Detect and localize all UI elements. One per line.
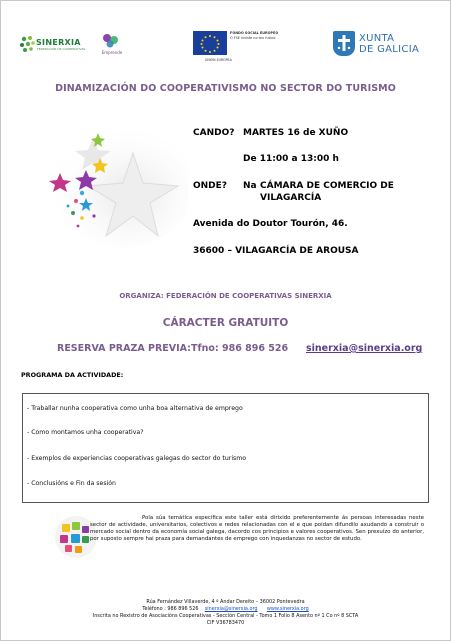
event-city: 36600 – VILAGARCÍA DE AROUSA [193, 246, 359, 256]
program-item: - Conclusións e Fin da sesión [27, 480, 116, 487]
place-prefix: Na [243, 181, 257, 191]
xunta-logo [333, 31, 423, 57]
eu-flag-logo [193, 31, 227, 55]
intro-text: Pola súa temática específica este taller está dirixido preferentemente ás persoas interesadas neste sector de actividade, universitarios, colectivos e redes relacionadas con el e que poidan difundilo axudando a construír o mercado social dentro da economía social galega, dacordo cos principios e valores cooperativos. Sen prexuízo do anterior, por suposto sempre hai praza para demandantes de emprego con inquedanzas no sector de estudo. [90, 515, 424, 543]
program-item: - Traballar nunha cooperativa como unha boa alternativa de emprego [27, 405, 243, 412]
sinerxia-logo-text: SINERXIA [36, 38, 81, 47]
program-item: - Exemplos de experiencias cooperativas galegas do sector do turismo [27, 455, 247, 462]
footer-address: Rúa Fernández Villaverde, 4 º Andar Dereito – 36002 Pontevedra [146, 599, 305, 605]
footer-contact [0, 606, 451, 612]
program-box [22, 393, 429, 503]
reservation-email-link[interactable]: sinerxia@sinerxia.org [306, 343, 423, 354]
sinerxia-logo [18, 33, 86, 55]
reservation-phone: Tfno: 986 896 526 [191, 343, 289, 354]
footer-registry: Inscrita no Rexistro de Asociacións Cooperativas - Sección Central - Tomo 1 Folio 8 Asento nº 1 Co nº 8 SCTA [92, 613, 359, 619]
eu-caption-line1: FONDO SOCIAL EUROPEO [230, 31, 279, 35]
xunta-line1: XUNTA [359, 33, 395, 44]
eu-caption-line2: O FSE inviste no teu futuro [230, 35, 276, 40]
place-line2: VILAGARCÍA [260, 193, 322, 203]
emprende-logo-caption: Emprende [101, 50, 123, 55]
xunta-cross-icon [333, 31, 355, 56]
eu-stars-icon [193, 31, 227, 55]
xunta-logo-text [359, 33, 419, 55]
eu-caption-below: UNIÓN EUROPEA [205, 58, 232, 62]
program-heading: PROGRAMA DA ACTIVIDADE: [21, 371, 124, 379]
place-line1: CÁMARA DE COMERCIO DE [260, 181, 394, 191]
event-time: De 11:00 a 13:00 h [243, 154, 339, 164]
stars-illustration-icon [38, 118, 188, 248]
decorative-stars-image [38, 118, 188, 248]
event-date: MARTES 16 de XUÑO [243, 128, 349, 138]
eu-caption [230, 31, 290, 40]
organizer-line: ORGANIZA: FEDERACIÓN DE COOPERATIVAS SINERXIA [119, 292, 332, 300]
footer-email-link[interactable]: sinerxia@sinerxia.org [204, 606, 258, 612]
page-title: DINAMIZACIÓN DO COOPERATIVISMO NO SECTOR DO TURISMO [55, 83, 396, 94]
xunta-line2: DE GALICIA [359, 44, 420, 55]
intro-paragraph [90, 515, 424, 543]
free-admission-label: CÁRACTER GRATUITO [162, 317, 289, 329]
reservation-label: RESERVA PRAZA PREVIA: [57, 343, 191, 354]
footer-phone: Teléfono : 986 896 526 [142, 606, 199, 612]
where-label: ONDE? [193, 181, 228, 191]
sinerxia-logo-subtitle: FEDERACIÓN DE COOPERATIVAS [37, 47, 86, 51]
sinerxia-mark-icon [18, 33, 38, 55]
emprende-mark-icon [100, 32, 122, 50]
when-label: CANDO? [193, 128, 235, 138]
footer-web-link[interactable]: www.sinerxia.org [266, 606, 309, 612]
footer-cif: CIF V36783470 [206, 620, 245, 626]
xunta-shield-icon [333, 31, 355, 56]
program-item: - Como montamos unha cooperativa? [27, 429, 144, 436]
event-address: Avenida do Doutor Tourón, 46. [193, 219, 348, 229]
emprende-logo [100, 32, 122, 57]
